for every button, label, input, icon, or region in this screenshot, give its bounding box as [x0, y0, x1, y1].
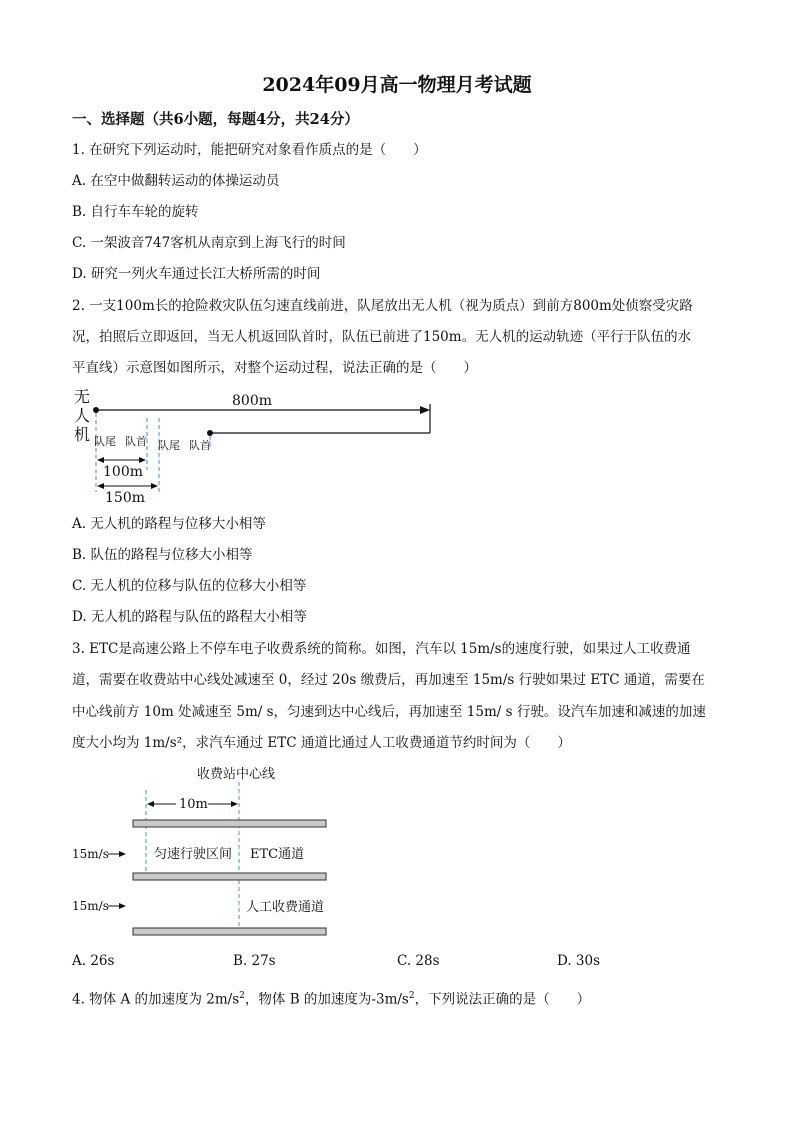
- q3-option-d: D. 30s: [557, 953, 601, 969]
- tail1-label: 队尾: [94, 435, 116, 448]
- q2-option-a: A. 无人机的路程与位移大小相等: [72, 516, 266, 532]
- q2-drone-diagram: [0, 380, 460, 510]
- q1-option-a: A. 在空中做翻转运动的体操运动员: [72, 173, 280, 189]
- q3-stem-line-2: 道，需要在收费站中心线处减速至 0，经过 20s 缴费后，再加速至 15m/s 行驶如果过 ETC 通道，需要在: [72, 672, 705, 688]
- dim-150-arrow-right: [151, 483, 158, 489]
- q3-option-a: A. 26s: [72, 953, 115, 969]
- distance-800-label: 800m: [232, 393, 272, 409]
- manual-lane-label: 人工收费通道: [246, 900, 325, 915]
- center-line-label: 收费站中心线: [197, 767, 276, 782]
- distance-100-label: 100m: [103, 464, 143, 480]
- q2-option-c: C. 无人机的位移与队伍的位移大小相等: [72, 578, 307, 594]
- tail2-label: 队尾: [158, 439, 180, 452]
- exam-title: 2024年09月高一物理月考试题: [262, 74, 532, 96]
- q2-stem-line-1: 2. 一支100m长的抢险救灾队伍匀速直线前进，队尾放出无人机（视为质点）到前方800m处侦察受灾路: [72, 298, 693, 314]
- head1-label: 队首: [125, 435, 147, 448]
- drone-label-3: 机: [74, 425, 91, 444]
- q4-stem-part-2: ，物体 B 的加速度为: [244, 991, 372, 1008]
- head2-label: 队首: [189, 439, 211, 452]
- outbound-arrowhead: [420, 406, 430, 414]
- q3-option-b: B. 27s: [233, 953, 276, 969]
- q1-stem: 1. 在研究下列运动时，能把研究对象看作质点的是（ ）: [72, 142, 427, 158]
- q3-option-c: C. 28s: [397, 953, 440, 969]
- etc-lane-label: ETC通道: [250, 847, 305, 862]
- q4-accel-a-exponent: 2: [239, 991, 245, 1001]
- distance-10-label: 10m: [179, 797, 208, 812]
- etc-speed-label: 15m/s: [72, 847, 109, 861]
- q2-option-b: B. 队伍的路程与位移大小相等: [72, 547, 253, 563]
- lane-barrier-bottom: [133, 928, 326, 935]
- q4-accel-b: -3m/s: [371, 991, 409, 1008]
- q4-stem-part-3: ，下列说法正确的是（ ）: [414, 991, 591, 1008]
- drone-start-dot: [93, 407, 99, 413]
- q4-stem-part-1: 4. 物体 A 的加速度为: [72, 991, 207, 1008]
- drone-label-2: 人: [74, 406, 91, 425]
- dim-100-arrow-left: [97, 457, 104, 463]
- section-heading: 一、选择题（共6小题，每题4分，共24分）: [72, 111, 359, 128]
- manual-arrowhead: [119, 903, 126, 909]
- dim-100-arrow-right: [139, 457, 146, 463]
- q3-stem-line-3: 中心线前方 10m 处减速至 5m/ s，匀速到达中心线后，再加速至 15m/ s 行驶。设汽车加速和减速的加速: [72, 704, 706, 720]
- manual-speed-label: 15m/s: [72, 899, 109, 913]
- q3-toll-diagram: [0, 760, 360, 945]
- q1-option-d: D. 研究一列火车通过长江大桥所需的时间: [72, 266, 321, 282]
- q4-accel-a: 2m/s: [206, 991, 240, 1008]
- q2-stem-line-3: 平直线）示意图如图所示，对整个运动过程，说法正确的是（ ）: [72, 360, 477, 376]
- q4-accel-b-exponent: 2: [408, 991, 415, 1001]
- distance-150-label: 150m: [105, 490, 145, 506]
- lane-barrier-top: [133, 820, 326, 827]
- q2-stem-line-2: 况，拍照后立即返回，当无人机返回队首时，队伍已前进了150m。无人机的运动轨迹（平行于队伍的水: [72, 329, 692, 345]
- dim-10-arrow-left: [147, 801, 154, 807]
- drone-label-1: 无: [74, 387, 91, 406]
- dim-150-arrow-left: [97, 483, 104, 489]
- q1-option-b: B. 自行车车轮的旋转: [72, 204, 199, 220]
- lane-barrier-middle: [133, 873, 326, 880]
- q2-option-d: D. 无人机的路程与队伍的路程大小相等: [72, 609, 307, 625]
- uniform-zone-label: 匀速行驶区间: [154, 847, 233, 862]
- q1-option-c: C. 一架波音747客机从南京到上海飞行的时间: [72, 235, 346, 251]
- q3-stem-line-4: 度大小均为 1m/s²，求汽车通过 ETC 通道比通过人工收费通道节约时间为（ ）: [72, 735, 571, 751]
- dim-10-arrow-right: [231, 801, 238, 807]
- drone-end-dot: [207, 430, 213, 436]
- q3-stem-line-1: 3. ETC是高速公路上不停车电子收费系统的简称。如图，汽车以 15m/s的速度行驶，如果过人工收费通: [72, 641, 691, 657]
- q4-stem: [72, 986, 590, 1010]
- etc-arrowhead: [119, 851, 126, 857]
